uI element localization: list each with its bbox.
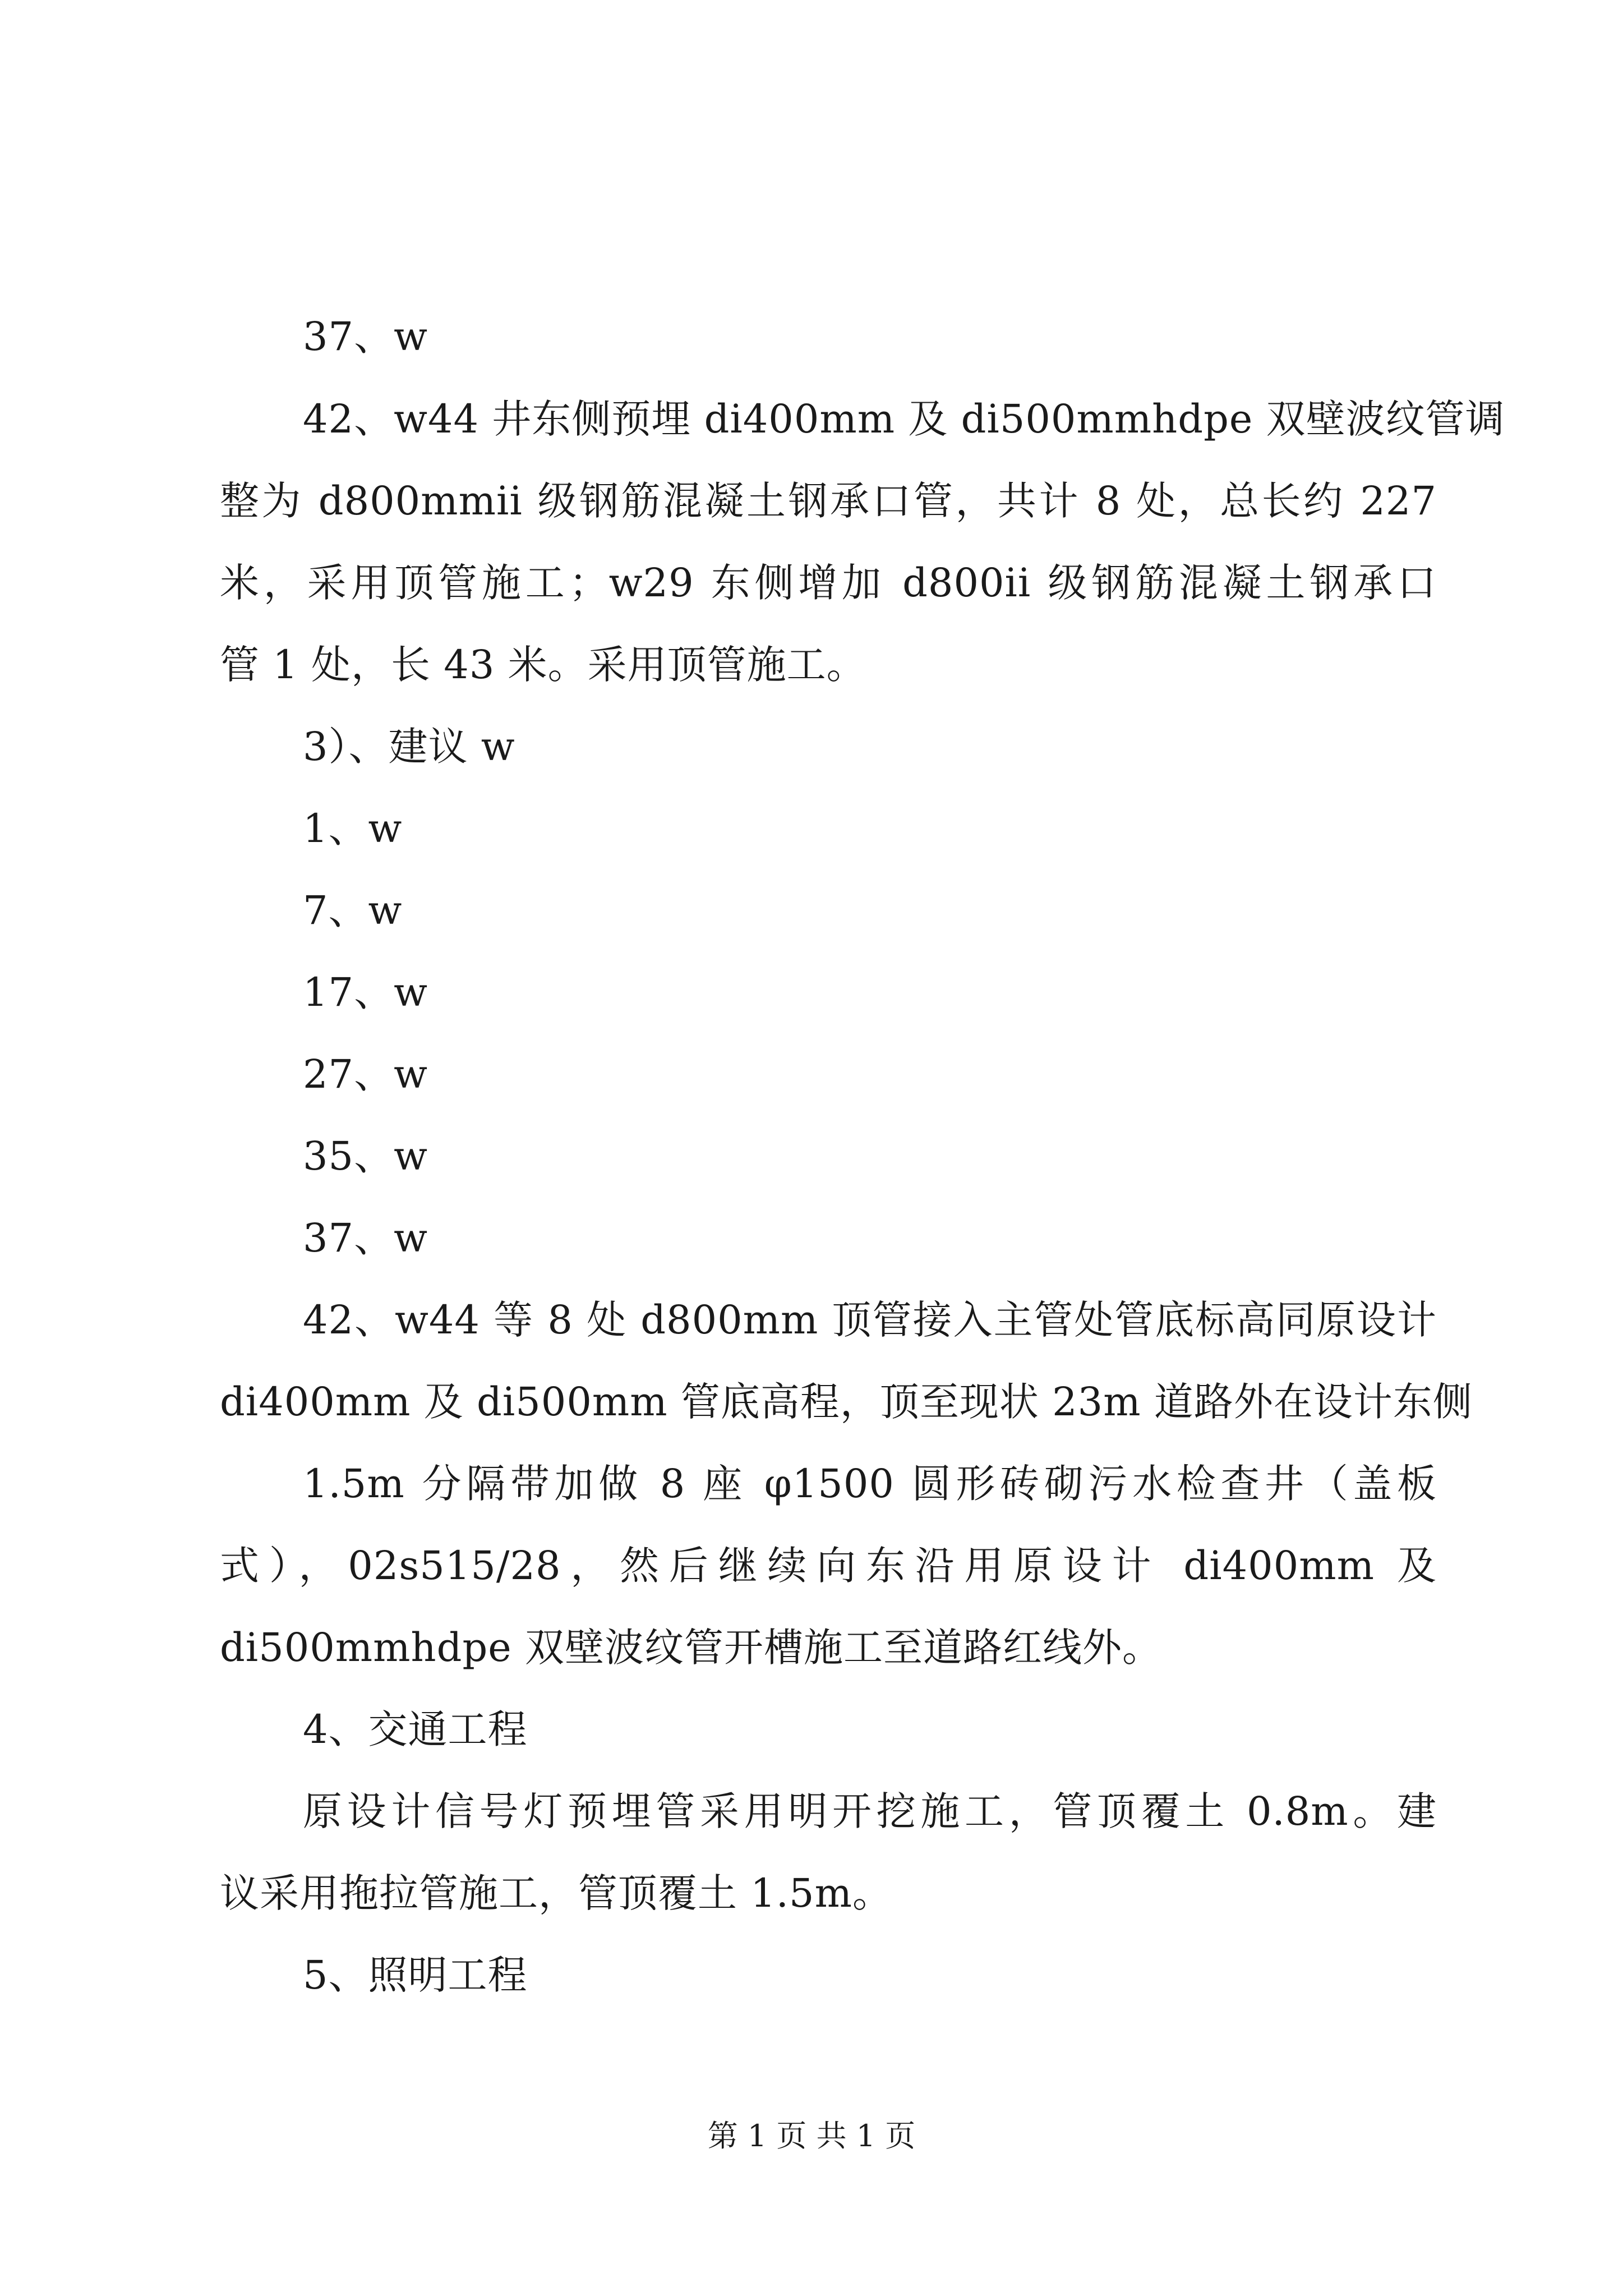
- text-line: 式），02s515/28，然后继续向东沿用原设计 di400mm 及: [220, 1543, 1437, 1589]
- text-line: di400mm 及 di500mm 管底高程，顶至现状 23m 道路外在设计东侧: [220, 1379, 1473, 1425]
- text-line: 议采用拖拉管施工，管顶覆土 1.5m。: [220, 1870, 892, 1916]
- text-line: 7、w: [303, 887, 403, 933]
- text-line: di500mmhdpe 双壁波纹管开槽施工至道路红线外。: [220, 1625, 1162, 1671]
- text-line: 35、w: [303, 1133, 428, 1179]
- text-line: 37、w: [303, 314, 428, 360]
- text-line: 原设计信号灯预埋管采用明开挖施工，管顶覆土 0.8m。建: [303, 1788, 1437, 1834]
- text-line: 42、w44 井东侧预埋 di400mm 及 di500mmhdpe 双壁波纹管调: [303, 396, 1505, 442]
- text-line: 3）、建议 w: [303, 724, 515, 770]
- section-heading: 5、照明工程: [303, 1952, 528, 1998]
- text-line: 27、w: [303, 1051, 428, 1097]
- text-line: 1.5m 分隔带加做 8 座 φ1500 圆形砖砌污水检查井（盖板: [303, 1461, 1437, 1507]
- text-line: 37、w: [303, 1215, 428, 1261]
- text-line: 整为 d800mmii 级钢筋混凝土钢承口管，共计 8 处，总长约 227: [220, 478, 1437, 524]
- text-line: 1、w: [303, 806, 403, 852]
- text-line: 17、w: [303, 969, 428, 1015]
- text-line: 42、w44 等 8 处 d800mm 顶管接入主管处管底标高同原设计: [303, 1297, 1437, 1343]
- page-footer: 第 1 页 共 1 页: [707, 2118, 916, 2154]
- section-heading: 4、交通工程: [303, 1706, 528, 1752]
- text-line: 管 1 处，长 43 米。采用顶管施工。: [220, 642, 866, 688]
- text-line: 米，采用顶管施工；w29 东侧增加 d800ii 级钢筋混凝土钢承口: [220, 560, 1437, 606]
